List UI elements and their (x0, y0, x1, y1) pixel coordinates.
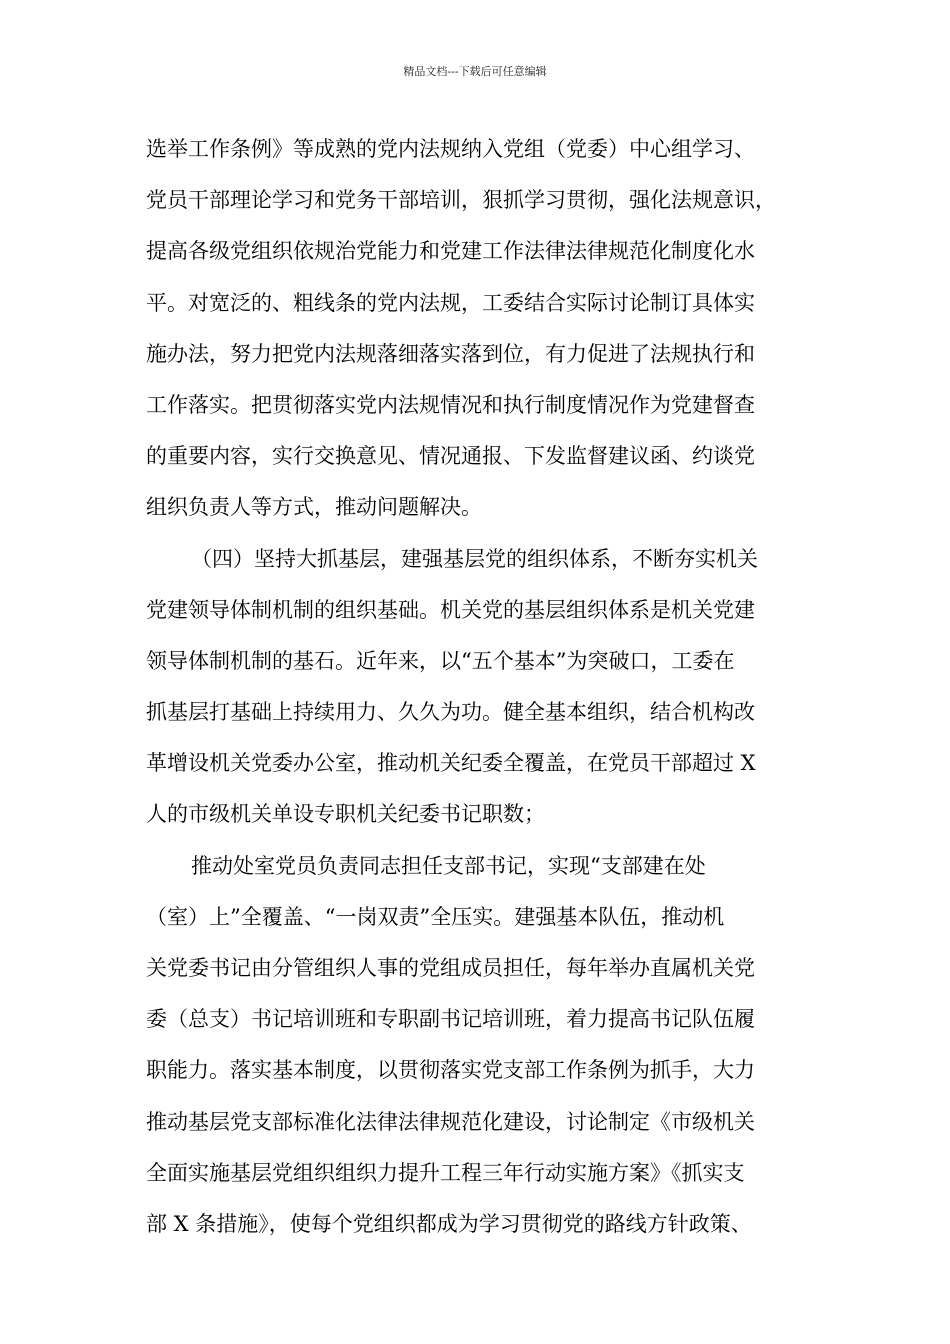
text-line: 平。对宽泛的、粗线条的党内法规，工委结合实际讨论制订具体实 (146, 290, 755, 315)
paragraph-start-line: 推动处室党员负责同志担任支部书记，实现“支部建在处 (191, 853, 706, 878)
text-line: 人的市级机关单设专职机关纪委书记职数； (146, 802, 545, 827)
text-line: 部 X 条措施》，使每个党组织都成为学习贯彻党的路线方针政策、 (146, 1211, 752, 1236)
text-line: 关党委书记由分管组织人事的党组成员担任，每年举办直属机关党 (146, 956, 755, 980)
text-line: 工作落实。把贯彻落实党内法规情况和执行制度情况作为党建督查 (146, 392, 755, 417)
paragraph-start-line: （四）坚持大抓基层，建强基层党的组织体系，不断夯实机关 (191, 546, 758, 571)
text-line: 选举工作条例》等成熟的党内法规纳入党组（党委）中心组学习、 (146, 137, 755, 161)
text-line: 的重要内容，实行交换意见、情况通报、下发监督建议函、约谈党 (146, 444, 755, 469)
text-line: 提高各级党组织依规治党能力和党建工作法律法律规范化制度化水 (146, 239, 755, 264)
page-header: 精品文档---下载后可任意编辑 (403, 65, 547, 78)
text-line: 推动基层党支部标准化法律法律规范化建设，讨论制定《市级机关 (146, 1109, 755, 1134)
text-line: 全面实施基层党组织组织力提升工程三年行动实施方案》《抓实支 (146, 1160, 745, 1185)
text-line: 组织负责人等方式，推动问题解决。 (146, 495, 482, 520)
text-line: 施办法，努力把党内法规落细落实落到位，有力促进了法规执行和 (146, 341, 755, 366)
document-body (146, 124, 836, 1250)
text-line: 革增设机关党委办公室，推动机关纪委全覆盖，在党员干部超过 X (146, 751, 756, 776)
text-line: 党员干部理论学习和党务干部培训，狠抓学习贯彻，强化法规意识， (146, 188, 776, 213)
text-line: 委（总支）书记培训班和专职副书记培训班，着力提高书记队伍履 (146, 1007, 755, 1032)
text-line: 党建领导体制机制的组织基础。机关党的基层组织体系是机关党建 (146, 597, 755, 622)
text-line: 领导体制机制的基石。近年来，以“五个基本”为突破口，工委在 (146, 648, 735, 673)
text-line: （室）上”全覆盖、“一岗双责”全压实。建强基本队伍，推动机 (146, 904, 725, 929)
text-line: 职能力。落实基本制度，以贯彻落实党支部工作条例为抓手，大力 (146, 1058, 755, 1083)
text-line: 抓基层打基础上持续用力、久久为功。健全基本组织，结合机构改 (146, 700, 755, 725)
